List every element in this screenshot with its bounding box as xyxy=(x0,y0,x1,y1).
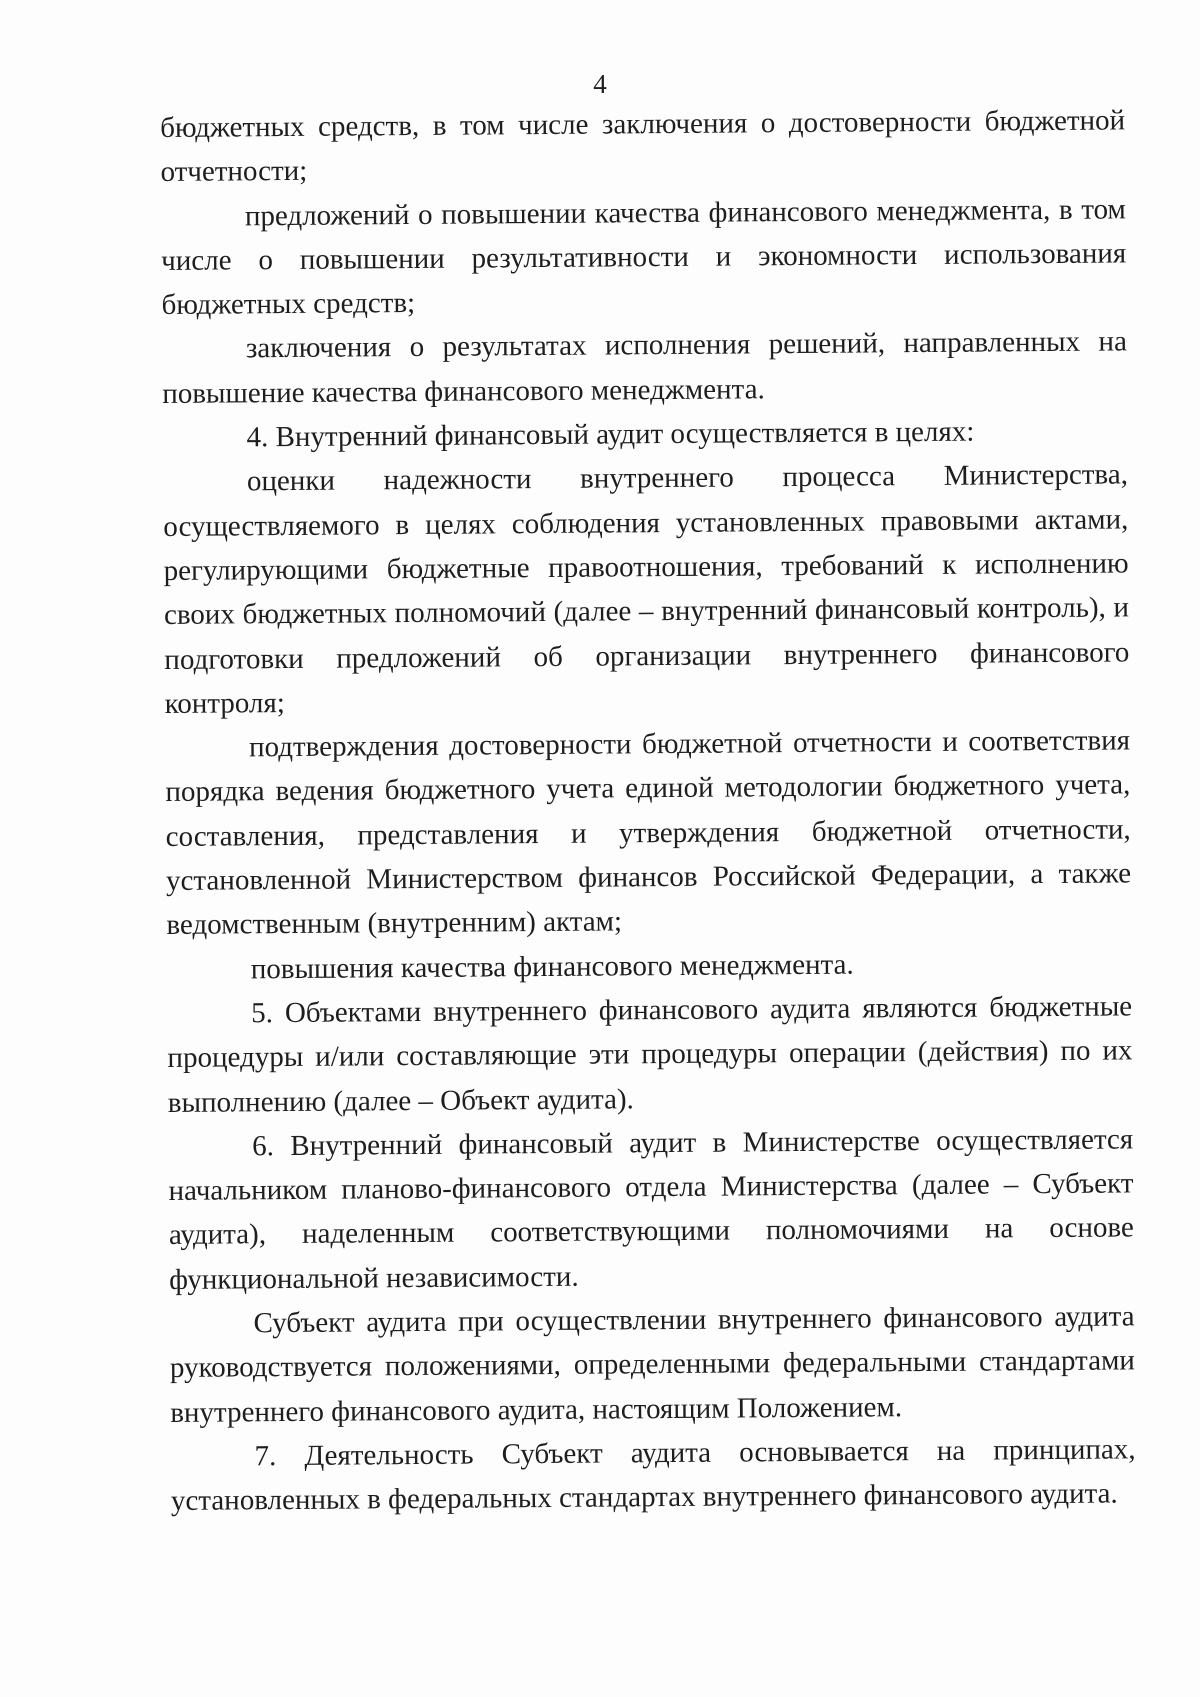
paragraph-continuation: бюджетных средств, в том числе заключения о достоверности бюджетной отчетности; xyxy=(160,104,1126,189)
paragraph-assessment: оценки надежности внутреннего процесса Министерства, осуществляемого в целях соблюдения установленных правовыми актами, регулирующими бюджетные правоотношения, требований к исполнению своих бюджетных полномочий (далее – внутренний финансовый контроль), и подготовки предложений об организации внутреннего финансового контроля; xyxy=(163,458,1130,720)
paragraph-item-6: 6. Внутренний финансовый аудит в Министерстве осуществляется начальником планово-финансового отдела Министерства (далее – Субъект аудита), наделенным соответствующими полномочиями на основе функциональной независимости. xyxy=(168,1123,1134,1296)
document-body xyxy=(160,98,1136,1523)
page-number: 4 xyxy=(593,69,607,99)
paragraph-item-5: 5. Объектами внутреннего финансового аудита являются бюджетные процедуры и/или составляющие эти процедуры операции (действия) по их выполнению (далее – Объект аудита). xyxy=(167,990,1133,1119)
paragraph-audit-subject: Субъект аудита при осуществлении внутреннего финансового аудита руководствуется положениями, определенными федеральными стандартами внутреннего финансового аудита, настоящим Положением. xyxy=(169,1300,1136,1429)
paragraph-conclusions: заключения о результатах исполнения решений, направленных на повышение качества финансового менеджмента. xyxy=(162,325,1128,410)
paragraph-item-7: 7. Деятельность Субъект аудита основывается на принципах, установленных в федеральных стандартах внутреннего финансового аудита. xyxy=(170,1433,1136,1518)
paragraph-proposals: предложений о повышении качества финансового менеджмента, в том числе о повышении результативности и экономности использования бюджетных средств; xyxy=(161,193,1127,322)
paragraph-confirmation: подтверждения достоверности бюджетной отчетности и соответствия порядка ведения бюджетного учета единой методологии бюджетного учета, составления, представления и утверждения бюджетной отчетности, установленной Министерством финансов Российской Федерации, а также ведомственным (внутренним) актам; xyxy=(165,724,1132,942)
paragraph-item-4: 4. Внутренний финансовый аудит осуществляется в целях: xyxy=(246,415,975,454)
paragraph-improvement: повышения качества финансового менеджмента. xyxy=(250,948,854,985)
